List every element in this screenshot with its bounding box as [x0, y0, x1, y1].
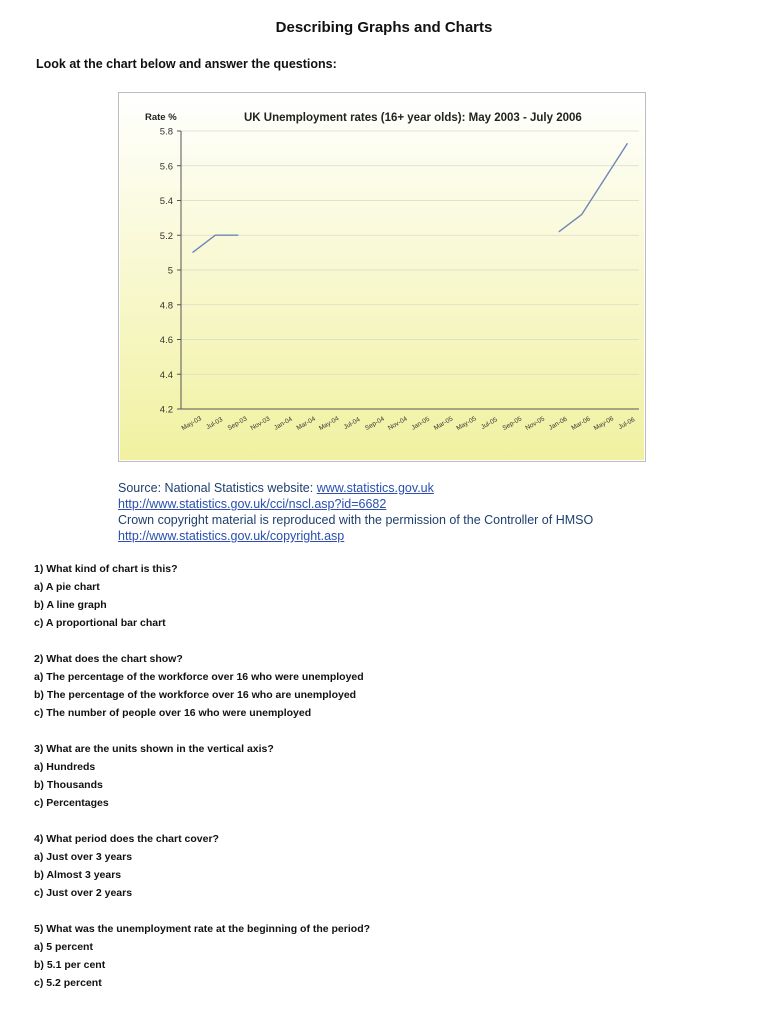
source-block [118, 480, 593, 544]
source-dataset-link[interactable]: http://www.statistics.gov.uk/cci/nscl.asp?id=6682 [118, 497, 387, 511]
question-text: 1) What kind of chart is this? [34, 563, 178, 575]
unemployment-line-chart [119, 93, 645, 461]
questions-list [34, 560, 370, 1010]
answer-option: a) A pie chart [34, 581, 100, 593]
y-tick-label: 4.2 [159, 404, 173, 416]
answer-option: c) 5.2 percent [34, 977, 102, 989]
answer-option: a) Just over 3 years [34, 851, 133, 863]
x-tick-label: Sep-04 [364, 415, 386, 432]
x-tick-label: May-04 [317, 415, 341, 433]
question-text: 5) What was the unemployment rate at the beginning of the period? [34, 923, 371, 935]
y-tick-label: 5.4 [159, 196, 173, 207]
y-tick-label: 4.6 [159, 335, 173, 346]
answer-option: b) A line graph [34, 599, 107, 611]
answer-option: b) Almost 3 years [34, 869, 122, 881]
copyright-link[interactable]: http://www.statistics.gov.uk/copyright.asp [118, 529, 345, 543]
x-tick-label: Jul-05 [479, 416, 499, 432]
answer-option: a) The percentage of the workforce over 16 who were unemployed [34, 671, 364, 683]
x-tick-label: Jan-04 [272, 415, 294, 432]
chart-background [120, 94, 644, 460]
x-tick-label: May-05 [455, 415, 478, 433]
x-tick-label: Nov-03 [249, 415, 272, 432]
answer-option: c) Just over 2 years [34, 887, 133, 899]
y-tick-label: 5.8 [159, 126, 173, 138]
question-text: 3) What are the units shown in the vertical axis? [34, 743, 274, 755]
source-website-link[interactable]: www.statistics.gov.uk [316, 481, 434, 495]
chart-title: UK Unemployment rates (16+ year olds): May 2003 - July 2006 [244, 112, 582, 124]
x-tick-label: May-03 [180, 415, 203, 433]
copyright-text: Crown copyright material is reproduced with the permission of the Controller of HMSO [118, 513, 594, 527]
y-tick-label: 5 [167, 265, 173, 277]
answer-option: a) 5 percent [34, 941, 93, 953]
x-tick-label: Mar-05 [432, 415, 455, 432]
y-tick-label: 4.4 [159, 369, 173, 381]
source-text: Source: National Statistics website: [118, 481, 317, 495]
page-title: Describing Graphs and Charts [275, 19, 493, 36]
y-tick-label: 5.6 [159, 161, 173, 173]
question-block [34, 740, 370, 812]
answer-option: c) The number of people over 16 who were unemployed [34, 707, 312, 719]
question-block [34, 920, 370, 992]
x-tick-label: Jan-06 [547, 415, 569, 432]
y-tick-label: 4.8 [159, 300, 173, 312]
x-tick-label: Mar-04 [295, 415, 317, 432]
y-axis-label: Rate % [145, 112, 177, 123]
question-block [34, 830, 370, 902]
answer-option: b) Thousands [34, 779, 103, 791]
answer-option: b) The percentage of the workforce over 16 who are unemployed [34, 689, 357, 701]
question-block [34, 560, 370, 632]
y-tick-label: 5.2 [159, 230, 173, 242]
x-tick-label: Sep-03 [226, 415, 249, 432]
question-text: 2) What does the chart show? [34, 653, 183, 665]
instruction-text: Look at the chart below and answer the questions: [36, 57, 337, 71]
x-tick-label: Jan-05 [410, 415, 432, 432]
chart-frame [118, 92, 646, 462]
x-tick-label: Nov-05 [524, 415, 547, 432]
question-block [34, 650, 370, 722]
answer-option: c) Percentages [34, 797, 109, 809]
x-tick-label: Nov-04 [386, 415, 409, 432]
x-tick-label: Jul-03 [205, 416, 225, 432]
x-tick-label: May-06 [592, 415, 616, 433]
answer-option: a) Hundreds [34, 761, 96, 773]
answer-option: b) 5.1 per cent [34, 959, 106, 971]
x-tick-label: Sep-05 [501, 415, 524, 432]
x-tick-label: Jul-06 [617, 416, 637, 432]
answer-option: c) A proportional bar chart [34, 617, 166, 629]
question-text: 4) What period does the chart cover? [34, 833, 219, 845]
x-tick-label: Mar-06 [570, 415, 592, 432]
x-tick-label: Jul-04 [342, 416, 362, 432]
